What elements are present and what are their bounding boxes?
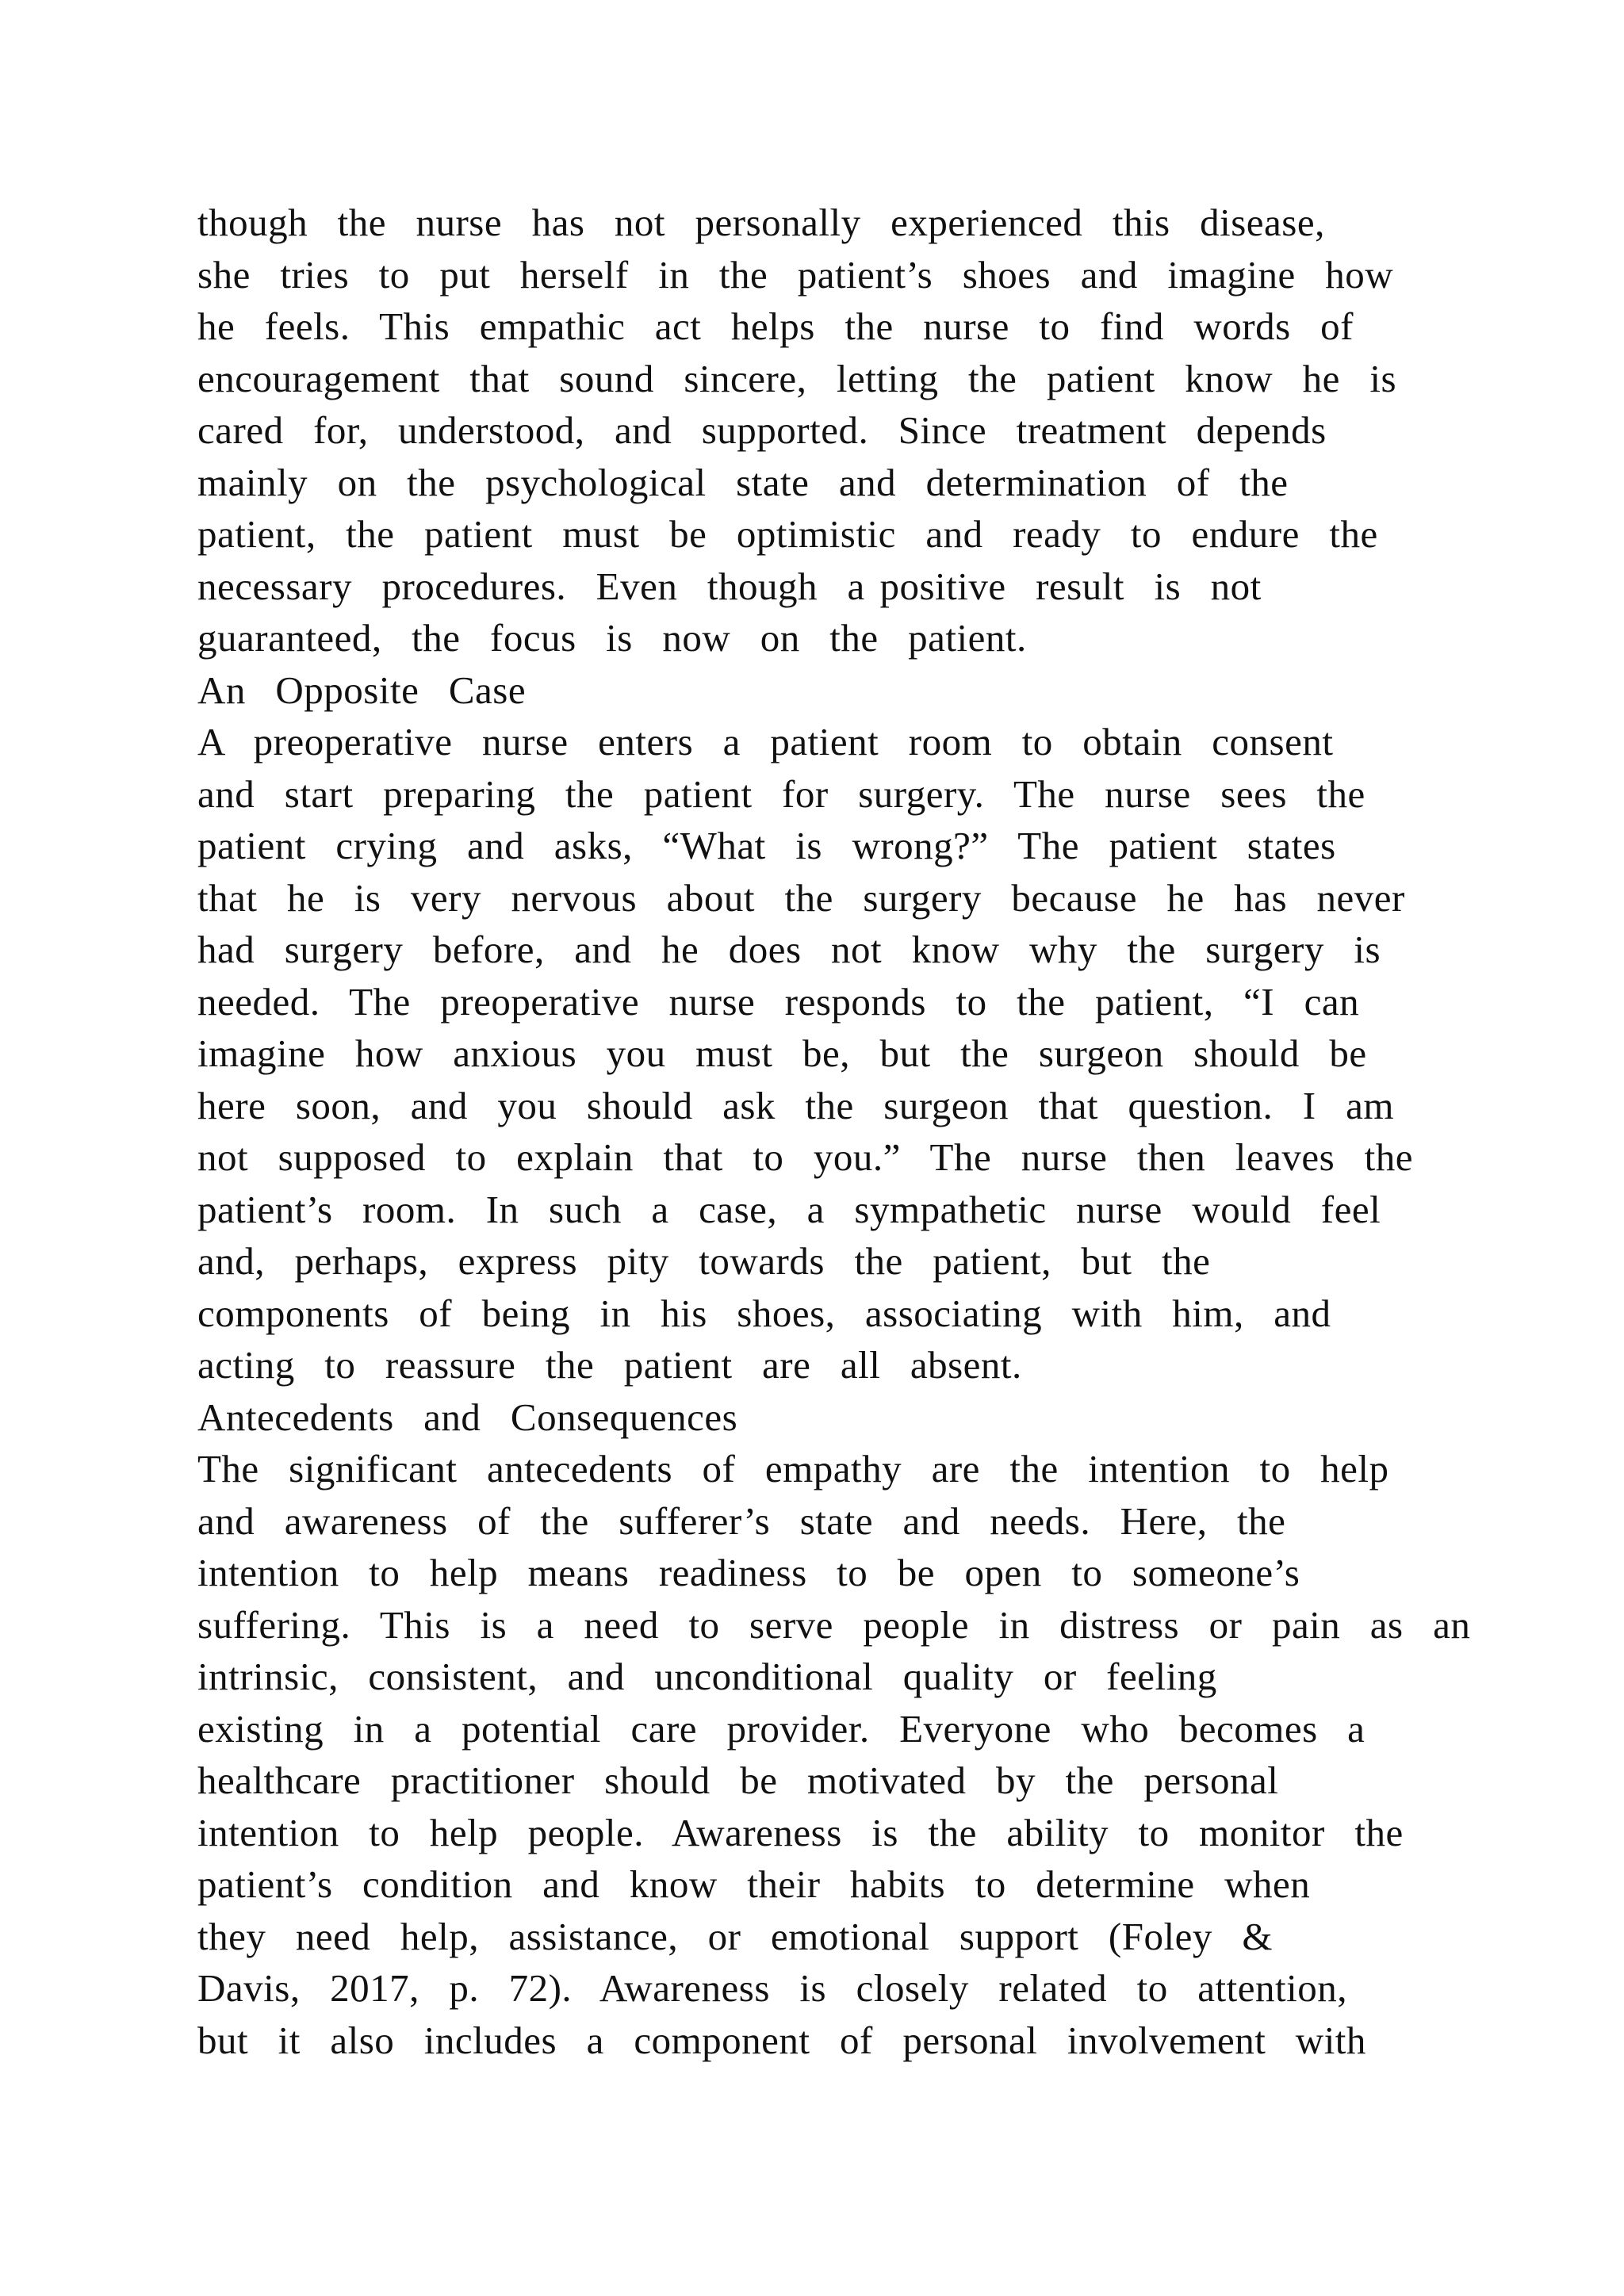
- text-line: healthcare practitioner should be motivated by the personal: [197, 1758, 1279, 1802]
- text-line: The significant antecedents of empathy are the intention to help: [197, 1447, 1389, 1490]
- document-body: [197, 197, 1471, 2066]
- text-line: intention to help people. Awareness is the ability to monitor the: [197, 1810, 1404, 1854]
- text-line: intention to help means readiness to be open to someone’s: [197, 1551, 1300, 1594]
- text-line: necessary procedures. Even though a positive result is not: [197, 564, 1262, 608]
- section-heading: Antecedents and Consequences: [197, 1395, 738, 1439]
- text-line: acting to reassure the patient are all absent.: [197, 1343, 1022, 1387]
- text-line: though the nurse has not personally experienced this disease,: [197, 201, 1325, 244]
- text-line: intrinsic, consistent, and unconditional quality or feeling: [197, 1655, 1217, 1698]
- text-line: needed. The preoperative nurse responds to the patient, “I can: [197, 979, 1360, 1024]
- text-line: Davis, 2017, p. 72). Awareness is closely related to attention,: [197, 1966, 1347, 2010]
- text-line: A preoperative nurse enters a patient room to obtain consent: [197, 720, 1334, 763]
- section-heading: An Opposite Case: [197, 668, 527, 712]
- text-line: and awareness of the sufferer’s state and needs. Here, the: [197, 1498, 1286, 1543]
- text-line: and start preparing the patient for surgery. The nurse sees the: [197, 771, 1365, 816]
- text-line: patient crying and asks, “What is wrong?” The patient states: [197, 824, 1336, 867]
- text-line: here soon, and you should ask the surgeon that question. I am: [197, 1083, 1394, 1127]
- text-line: that he is very nervous about the surgery because he has never: [197, 875, 1405, 920]
- text-line: he feels. This empathic act helps the nurse to find words of: [197, 304, 1354, 348]
- text-line: she tries to put herself in the patient’s shoes and imagine how: [197, 252, 1394, 297]
- text-line: suffering. This is a need to serve people in distress or pain as an: [197, 1602, 1471, 1647]
- text-line: patient’s room. In such a case, a sympathetic nurse would feel: [197, 1187, 1381, 1231]
- text-line: cared for, understood, and supported. Since treatment depends: [197, 408, 1327, 452]
- text-line: patient, the patient must be optimistic and ready to endure the: [197, 512, 1378, 556]
- text-line: but it also includes a component of personal involvement with: [197, 2018, 1366, 2062]
- text-line: had surgery before, and he does not know why the surgery is: [197, 928, 1381, 971]
- text-line: existing in a potential care provider. Everyone who becomes a: [197, 1706, 1365, 1751]
- text-line: and, perhaps, express pity towards the patient, but the: [197, 1239, 1211, 1283]
- text-line: not supposed to explain that to you.” The nurse then leaves the: [197, 1135, 1414, 1179]
- text-line: imagine how anxious you must be, but the surgeon should be: [197, 1031, 1367, 1075]
- text-line: components of being in his shoes, associating with him, and: [197, 1291, 1331, 1335]
- text-line: they need help, assistance, or emotional support (Foley &: [197, 1914, 1273, 1958]
- text-line: mainly on the psychological state and determination of the: [197, 460, 1289, 504]
- text-line: patient’s condition and know their habits to determine when: [197, 1862, 1311, 1906]
- text-line: guaranteed, the focus is now on the patient.: [197, 616, 1027, 660]
- text-line: encouragement that sound sincere, letting the patient know he is: [197, 356, 1397, 400]
